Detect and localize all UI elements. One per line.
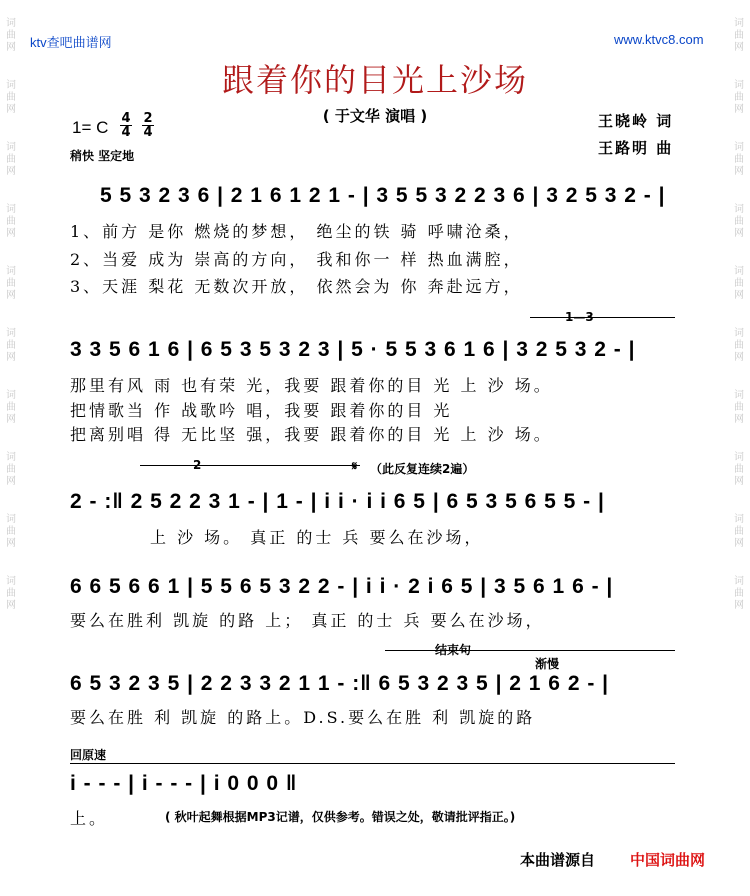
watermark-group: 词 曲 网 [734, 142, 744, 177]
song-title: 跟着你的目光上沙场 [221, 61, 528, 99]
watermark-group: 词 曲 网 [734, 390, 744, 425]
volta-2-label: 2 [193, 458, 202, 472]
segno-icon: 𝄋 [352, 459, 358, 473]
lyric-row-2-verse-1: 那里有风 雨 也有荣 光，我要 跟着你的目 光 上 沙 场。 [70, 376, 553, 395]
repeat-instruction: （此反复连续2遍） [370, 462, 475, 476]
time-signature-1: 4 4 [121, 111, 131, 140]
notation-row-4: 6 6 5 6 6 1 | 5 5 6 5 3 2 2 - | i i · 2 i 6 5 | 3 5 6 1 6 - | [70, 575, 614, 598]
site-url-right[interactable]: www.ktvc8.com [614, 32, 704, 47]
tempo-marking: 稍快 坚定地 [70, 149, 135, 163]
watermark-group: 词 曲 网 [6, 204, 16, 239]
ending-label: 结束句 [435, 643, 472, 657]
lyric-row-1-verse-1: 1、前方 是你 燃烧的梦想， 绝尘的铁 骑 呼啸沧桑， [70, 222, 523, 241]
performer: ( 于文华 演唱 ) [322, 107, 428, 125]
ritardando-label: 渐慢 [535, 657, 560, 671]
watermark-group: 词 曲 网 [6, 452, 16, 487]
watermark-group: 词 曲 网 [734, 514, 744, 549]
time-signature-2: 2 4 [143, 111, 153, 140]
lyric-row-4: 要么在胜利 凯旋 的路 上； 真正 的士 兵 要么在沙场， [70, 611, 545, 630]
watermark-group: 词 曲 网 [6, 80, 16, 115]
watermark-group: 词 曲 网 [6, 390, 16, 425]
ending-line [385, 650, 675, 651]
lyricist: 王晓岭 词 [598, 112, 674, 130]
watermark-group: 词 曲 网 [734, 204, 744, 239]
source-label: 本曲谱源自 [520, 851, 596, 869]
volta-2-line [140, 465, 360, 466]
watermark-group: 词 曲 网 [6, 18, 16, 53]
tie-line [70, 763, 675, 764]
watermark-group: 词 曲 网 [6, 514, 16, 549]
a-tempo-label: 回原速 [70, 748, 107, 762]
lyric-row-5: 要么在胜 利 凯旋 的路上。D.S.要么在胜 利 凯旋的路 [70, 708, 536, 727]
watermark-group: 词 曲 网 [734, 266, 744, 301]
watermark-group: 词 曲 网 [734, 576, 744, 611]
site-name-left[interactable]: ktv查吧曲谱网 [30, 35, 112, 50]
lyric-row-1-verse-2: 2、当爱 成为 崇高的方向， 我和你一 样 热血满腔， [70, 250, 523, 269]
volta-1-label: 1—3 [565, 310, 594, 324]
watermark-group: 词 曲 网 [734, 18, 744, 53]
transcription-note: ( 秋叶起舞根据MP3记谱，仅供参考。错误之处，敬请批评指正。) [165, 810, 516, 824]
watermark-group: 词 曲 网 [734, 452, 744, 487]
lyric-row-2-verse-3: 把离别唱 得 无比坚 强，我要 跟着你的目 光 上 沙 场。 [70, 425, 553, 444]
watermark-group: 词 曲 网 [6, 576, 16, 611]
notation-row-6: i - - - | i - - - | i 0 0 0 ‖ [70, 772, 298, 795]
watermark-group: 词 曲 网 [734, 328, 744, 363]
lyric-row-1-verse-3: 3、天涯 梨花 无数次开放， 依然会为 你 奔赴远方， [70, 277, 523, 296]
notation-row-3: 2 - :‖ 2 5 2 2 3 1 - | 1 - | i i · i i 6 5 | 6 5 3 5 6 5 5 - | [70, 490, 605, 513]
watermark-group: 词 曲 网 [6, 142, 16, 177]
lyric-row-6: 上。 [70, 809, 109, 828]
lyric-row-3: 上 沙 场。 真正 的士 兵 要么在沙场， [150, 528, 484, 547]
notation-row-5: 6 5 3 2 3 5 | 2 2 3 3 2 1 1 - :‖ 6 5 3 2 3 5 | 2 1 6 2 - | [70, 672, 610, 695]
key-signature: 1= C [72, 118, 109, 137]
source-site-link[interactable]: 中国词曲网 [630, 851, 706, 869]
volta-1-line [530, 317, 675, 318]
notation-row-2: 3 3 5 6 1 6 | 6 5 3 5 3 2 3 | 5 · 5 5 3 6 1 6 | 3 2 5 3 2 - | [70, 338, 636, 361]
lyric-row-2-verse-2: 把情歌当 作 战歌吟 唱，我要 跟着你的目 光 [70, 401, 453, 420]
watermark-group: 词 曲 网 [6, 266, 16, 301]
notation-row-1: 5 5 3 2 3 6 | 2 1 6 1 2 1 - | 3 5 5 3 2 2 3 6 | 3 2 5 3 2 - | [100, 184, 666, 207]
composer: 王路明 曲 [598, 139, 674, 157]
watermark-group: 词 曲 网 [6, 328, 16, 363]
watermark-group: 词 曲 网 [734, 80, 744, 115]
